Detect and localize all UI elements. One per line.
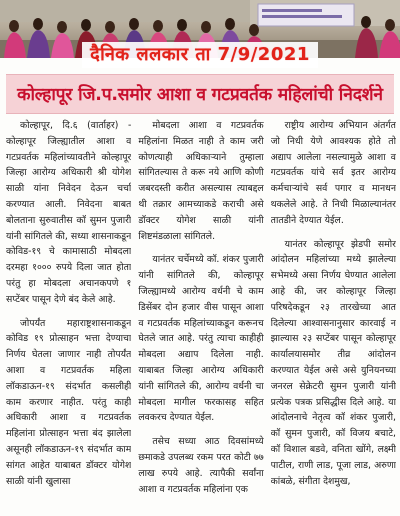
article-paragraph: राष्ट्रीय आरोग्य अभियान अंतर्गत जो निधी येणे आवश्यक होते तो अद्याप आलेला नसल्यामुळे आशा व गटप्रवर्तक यांचे सर्व इतर आरोग्य कर्मचाऱ्यांचे सर्व पगार व मानधन थकलेले आहे. ते निधी मिळाल्यानंतर तातडीने देण्यात येईल.	[270, 120, 396, 226]
dateline-text: दैनिक ललकार ता 7/9/2021	[82, 42, 318, 68]
article-body	[6, 118, 396, 516]
article-paragraph: कोल्हापूर, दि.६ (वार्ताहर) - कोल्हापूर जिल्ह्यातील आशा व गटप्रवर्तक महिलांच्यावतीने कोल्हापूर जिल्हा आरोग्य अधिकारी श्री योगेश साळी यांना निवेदन देऊन चर्चा करण्यात आली. निवेदना बाबत बोलताना सुरुवातीस कॉ सुमन पुजारी यांनी सांगितले की, सध्या शासनाकडून कोविड-१९ चे कामासाठी मोबदला दरमहा १००० रुपये दिला जात होता परंतु हा मोबदला अचानकपणे १ सप्टेंबर पासून देणे बंद केले आहे.	[6, 120, 132, 305]
article-paragraph: जोपर्यंत महाराष्ट्रशासनाकडून कोविड १९ प्रोत्साहन भत्ता देण्याचा निर्णय घेतला जाणार नाही तोपर्यंत आशा व गटप्रवर्तक महिला लॉकडाऊन-१९ संदर्भात कसलीही काम करणार नाहीत. परंतु काही अधिकारी आशा व गटप्रवर्तक महिलांना प्रोत्साहन भत्ता बंद झालेला असूनही लॉकडाऊन-१९ संदर्भात काम सांगत आहेत याबाबत डॉक्टर योगेश साळी यांनी खुलासा	[6, 317, 132, 487]
article-column-2	[138, 118, 263, 516]
article-column-3	[271, 118, 396, 516]
article-paragraph: यानंतर कोल्हापूर झेडपी समोर आंदोलन महिलांच्या मध्ये झालेल्या सभेमध्ये असा निर्णय घेण्यात आलेला आहे की, जर कोल्हापूर जिल्हा परिषदेकडून २३ तारखेच्या आत दिलेल्या आश्वासनानुसार कारवाई न झाल्यास २३ सप्टेंबर पासून कोल्हापूर कार्यालयासमोर तीव्र आंदोलन करण्यात येईल असे असे युनियनच्या जनरल सेक्रेटरी सुमन पुजारी यांनी प्रत्येक पत्रक प्रसिद्धीस दिले आहे. या आंदोलनाचे नेतृत्व कॉ शंकर पुजारी, कॉ सुमन पुजारी, कॉ विजय बचाटे, कॉ विशाल बडवे, वनिता खोंगे, लक्ष्मी पाटील, राणी लाड, पूजा लाड, अरुणा कांबळे, संगीता देशमुख,	[270, 238, 396, 487]
article-paragraph: मोबदला आशा व गटप्रवर्तक महिलांना मिळत नाही ते काम जरी कोणत्याही अधिकाऱ्याने तुम्हाला सांगितल्यास ते करू नये आणि कोणी जबरदस्ती करीत असल्यास त्याबद्दल थी तक्रार आमच्याकडे कराची असे डॉक्टर योगेश साळी यांनी शिष्टमंडळाला सांगितले.	[138, 120, 264, 242]
article-paragraph: यानंतर चर्चेमध्ये कॉ. शंकर पुजारी यांनी सांगितले की, कोल्हापूर जिल्ह्यामध्ये आरोग्य वर्धनी चे काम डिसेंबर दोन हजार वीस पासून आशा व गटप्रवर्तक महिलांच्याकडून करूनच घेतले जात आहे. परंतु त्याचा काहीही मोबदला अद्याप दिलेला नाही. याबाबत जिल्हा आरोग्य अधिकारी यांनी सांगितले की, आरोग्य वर्धनी चा मोबदला मागील फरकासह सहित लवकरच देण्यात येईल.	[138, 254, 264, 424]
headline-banner	[6, 74, 394, 114]
article-column-1	[6, 118, 131, 516]
dateline	[0, 40, 400, 70]
headline: कोल्हापूर जि.प.समोर आशा व गटप्रवर्तक महिलांची निदर्शने	[17, 85, 383, 105]
article-paragraph: तसेच सध्या आठ दिवसांमध्ये छमाकडे उपलब्ध रकम परत कोटी ७७ लाख रुपये आहे. त्यापैकी सर्वांना आशा व गटप्रवर्तक महिलांना एक	[138, 436, 264, 495]
